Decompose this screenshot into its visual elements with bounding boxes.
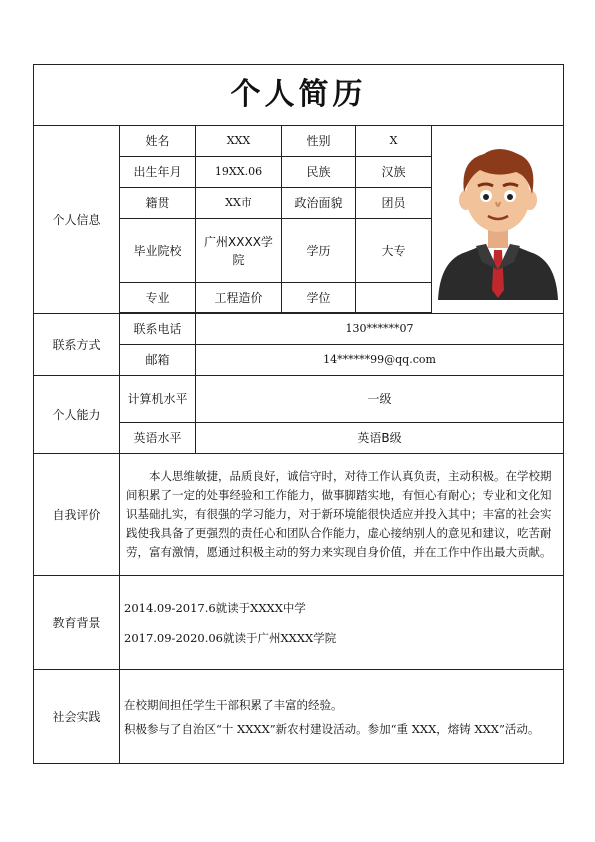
phone-value: 130******07: [196, 314, 564, 345]
major-label: 专业: [120, 283, 196, 313]
email-value: 14******99@qq.com: [196, 345, 564, 376]
edu-value: 大专: [356, 219, 432, 283]
name-label: 姓名: [120, 126, 196, 157]
profile-photo: [432, 126, 564, 314]
computer-value: 一级: [196, 376, 564, 423]
email-label: 邮箱: [120, 345, 196, 376]
political-value: 团员: [356, 188, 432, 219]
gender-label: 性别: [282, 126, 356, 157]
major-value: 工程造价: [196, 283, 282, 313]
degree-value: [356, 283, 432, 313]
gender-value: X: [356, 126, 432, 157]
self-evaluation-text: 本人思维敏捷，品质良好，诚信守时，对待工作认真负责，主动积极。在学校期间积累了一定的处事经验和工作能力，做事脚踏实地，有恒心有耐心；专业和文化知识基础扎实，有很强的学习能力，对于新环境能很快适应并投入其中；丰富的社会实践使我具备了更强烈的责任心和团队合作能力，虚心接纳别人的意见和建议，吃苦耐劳，富有激情，愿通过积极主动的努力来实现自身价值，并在工作中作出最大贡献。: [120, 454, 564, 576]
origin-value: XX市: [196, 188, 282, 219]
page-title: 个人简历: [34, 65, 564, 126]
computer-label: 计算机水平: [120, 376, 196, 423]
ethnic-label: 民族: [282, 157, 356, 188]
ethnic-value: 汉族: [356, 157, 432, 188]
origin-label: 籍贯: [120, 188, 196, 219]
birth-label: 出生年月: [120, 157, 196, 188]
practice-list: [120, 670, 564, 764]
school-value: 广州XXXX学院: [196, 219, 282, 283]
name-value: XXX: [196, 126, 282, 157]
degree-label: 学位: [282, 283, 356, 313]
section-contact: 联系方式: [34, 314, 120, 376]
resume-table: [33, 64, 564, 764]
practice-item: 积极参与了自治区“十 XXXX”新农村建设活动。参加“重 XXX，熔铸 XXX”活动。: [124, 721, 540, 736]
birth-value: 19XX.06: [196, 157, 282, 188]
education-item: 2014.09-2017.6就读于XXXX中学: [124, 600, 306, 615]
english-value: 英语B级: [196, 423, 564, 454]
section-personal-info: 个人信息: [34, 126, 120, 314]
practice-item: 在校期间担任学生干部积累了丰富的经验。: [124, 697, 343, 712]
english-label: 英语水平: [120, 423, 196, 454]
section-practice: 社会实践: [34, 670, 120, 764]
education-item: 2017.09-2020.06就读于广州XXXX学院: [124, 630, 337, 645]
school-label: 毕业院校: [120, 219, 196, 283]
avatar-illustration: [436, 140, 560, 300]
resume-sheet: [33, 64, 563, 764]
section-self-eval: 自我评价: [34, 454, 120, 576]
phone-label: 联系电话: [120, 314, 196, 345]
education-list: [120, 576, 564, 670]
section-education: 教育背景: [34, 576, 120, 670]
section-ability: 个人能力: [34, 376, 120, 454]
political-label: 政治面貌: [282, 188, 356, 219]
edu-label: 学历: [282, 219, 356, 283]
